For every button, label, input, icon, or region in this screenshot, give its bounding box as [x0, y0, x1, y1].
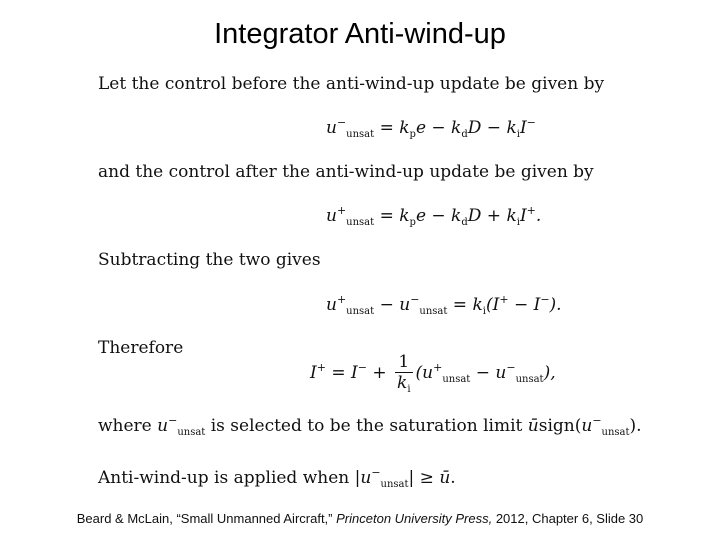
equation-1: $u^-_{unsat} = k_pe - k_dD - k_iI^-$ — [326, 116, 536, 140]
footer-authors: Beard & McLain, “Small Unmanned Aircraft,” — [76, 511, 333, 526]
text-line-3: Subtracting the two gives — [98, 250, 321, 270]
equation-3: $u^+_{unsat} - u^-_{unsat} = k_i(I^+ - I^-)$. — [326, 293, 562, 317]
text-line-5: where $u^-_{unsat}$ is selected to be the saturation limit $ūsign(u^-_{unsat})$. — [98, 414, 642, 438]
text-line-6-prefix: Anti-wind-up is applied when — [98, 468, 350, 488]
text-line-6: Anti-wind-up is applied when $|u^-_{unsat}|$ ≥ ū. — [98, 466, 456, 490]
equation-2: $u^+_{unsat} = k_pe - k_dD + k_iI^+$. — [326, 204, 542, 228]
text-line-5-prefix: where — [98, 416, 152, 436]
footer-press: Princeton University Press, — [336, 511, 493, 526]
footer-tail: 2012, Chapter 6, Slide 30 — [495, 511, 644, 526]
footer-citation — [0, 511, 720, 526]
text-line-1: Let the control before the anti-wind-up update be given by — [98, 74, 605, 94]
slide-title: Integrator Anti-wind-up — [214, 18, 506, 50]
text-line-2: and the control after the anti-wind-up update be given by — [98, 162, 594, 182]
equation-4: I+ = I− + $\frac{1}{k_i}$ $(u^+_{unsat} - u^-_{unsat})$, — [310, 352, 556, 395]
text-line-4: Therefore — [98, 338, 184, 358]
text-line-5-suffix: is selected to be the saturation limit — [210, 416, 523, 436]
